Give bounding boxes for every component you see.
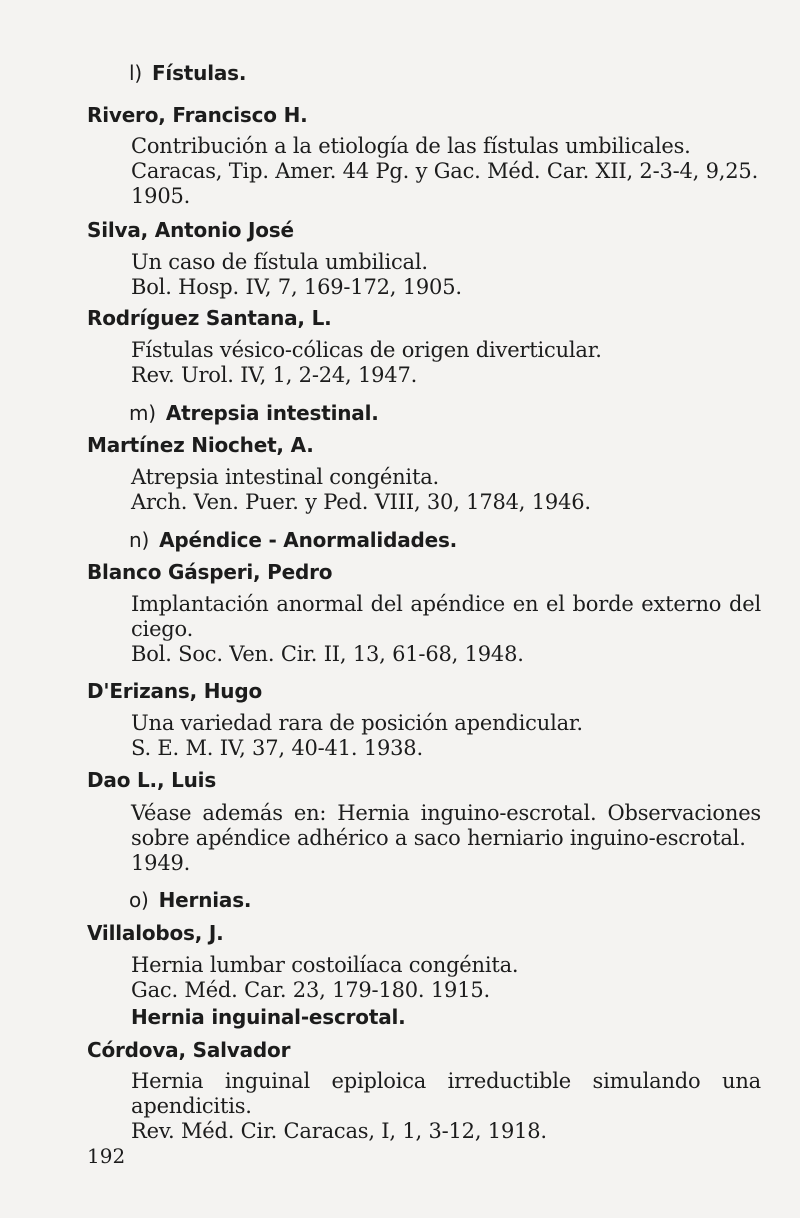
entry-line: Caracas, Tip. Amer. 44 Pg. y Gac. Méd. Car. XII, 2-3-4, 9,25. [131,159,759,183]
entry-author-rodriguez: Rodríguez Santana, L. [87,306,332,330]
section-title: Hernias. [158,888,252,912]
entry-line: Un caso de fístula umbilical. [131,250,428,274]
section-heading-o [129,887,251,913]
entry-line: sobre apéndice adhérico a saco herniario inguino-escrotal. [131,826,746,850]
entry-author-martinez: Martínez Niochet, A. [87,433,314,457]
section-heading-n [129,527,457,553]
entry-line: Atrepsia intestinal congénita. [131,465,439,489]
entry-line: Bol. Soc. Ven. Cir. II, 13, 61-68, 1948. [131,642,524,666]
section-letter: n) [129,528,150,552]
entry-line: 1949. [131,851,191,875]
page-number: 192 [87,1144,126,1168]
entry-author-derizans: D'Erizans, Hugo [87,679,262,703]
entry-author-blanco: Blanco Gásperi, Pedro [87,560,333,584]
entry-line: Una variedad rara de posición apendicular. [131,711,583,735]
section-title: Apéndice - Anormalidades. [159,528,458,552]
entry-line: Gac. Méd. Car. 23, 179-180. 1915. [131,978,491,1002]
entry-line: Arch. Ven. Puer. y Ped. VIII, 30, 1784, 1946. [131,490,591,514]
section-title: Atrepsia intestinal. [165,401,379,425]
entry-author-silva: Silva, Antonio José [87,218,294,242]
entry-author-villalobos: Villalobos, J. [87,921,224,945]
section-letter: l) [129,61,142,85]
entry-author-dao: Dao L., Luis [87,768,217,792]
entry-line: apendicitis. [131,1094,252,1118]
entry-author-cordova: Córdova, Salvador [87,1038,291,1062]
entry-line: S. E. M. IV, 37, 40-41. 1938. [131,736,423,760]
entry-line: ciego. [131,617,194,641]
entry-line: Hernia lumbar costoilíaca congénita. [131,953,519,977]
section-heading-m [129,400,379,426]
section-letter: m) [129,401,156,425]
section-heading-l [129,60,246,86]
section-letter: o) [129,888,149,912]
section-title: Fístulas. [151,61,247,85]
entry-author-rivero: Rivero, Francisco H. [87,103,308,127]
entry-line: Implantación anormal del apéndice en el borde externo del [131,592,761,616]
entry-line: Contribución a la etiología de las fístulas umbilicales. [131,134,691,158]
entry-line: Rev. Urol. IV, 1, 2-24, 1947. [131,363,418,387]
entry-line: 1905. [131,184,191,208]
entry-line: Rev. Méd. Cir. Caracas, I, 1, 3-12, 1918. [131,1119,547,1143]
entry-line: Bol. Hosp. IV, 7, 169-172, 1905. [131,275,462,299]
entry-line: Hernia inguinal epiploica irreductible simulando una [131,1069,761,1093]
entry-line: Fístulas vésico-cólicas de origen diverticular. [131,338,602,362]
entry-line: Véase además en: Hernia inguino-escrotal. Observaciones [131,801,761,825]
subsection-heading: Hernia inguinal-escrotal. [131,1005,406,1029]
